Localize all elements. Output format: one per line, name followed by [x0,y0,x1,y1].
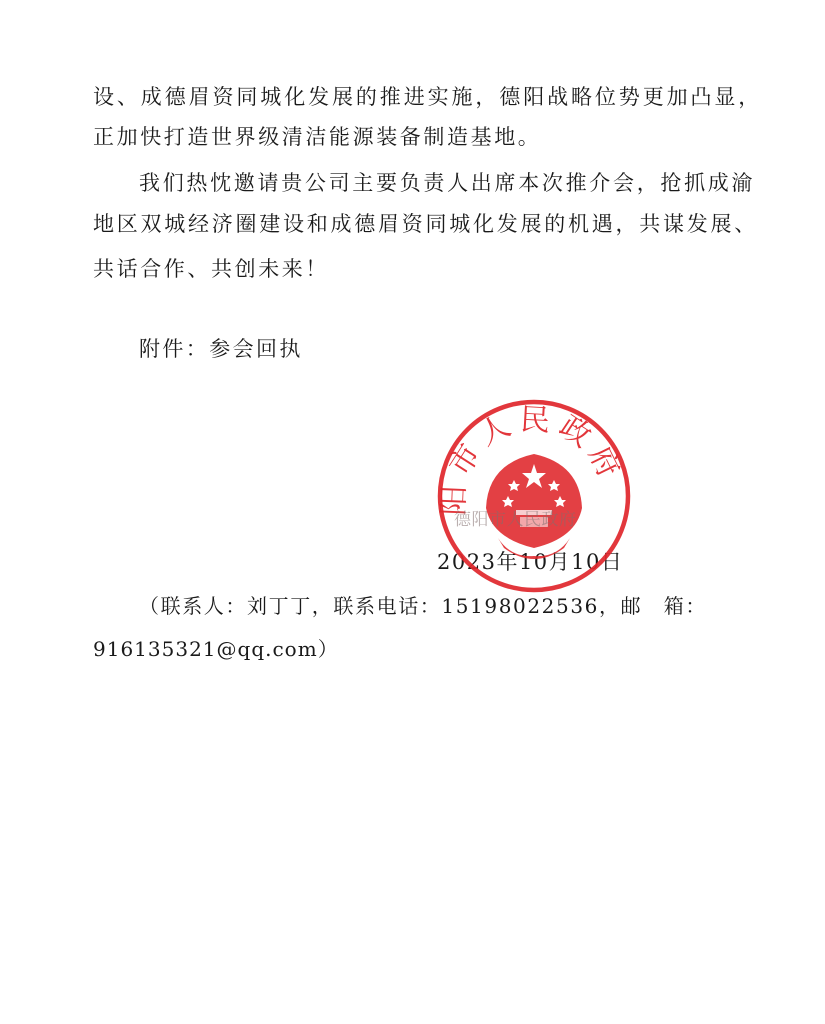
body-paragraph-line: 共话合作、共创未来！ [93,257,329,281]
seal-text: 阳市人民政府 [436,402,630,517]
contact-email-line: 916135321@qq.com） [93,637,339,661]
body-paragraph-line: 我们热忱邀请贵公司主要负责人出席本次推介会，抢抓成渝 [139,171,756,195]
attachment-note: 附件：参会回执 [139,337,303,361]
contact-line: （联系人：刘丁丁，联系电话：15198022536，邮 箱： [139,594,707,618]
body-paragraph-line: 地区双城经济圈建设和成德眉资同城化发展的机遇，共谋发展、 [93,212,758,236]
signature-organization: 德阳市人民政府 [454,510,577,530]
body-paragraph-line: 正加快打造世界级清洁能源装备制造基地。 [93,125,542,149]
body-paragraph-line: 设、成德眉资同城化发展的推进实施，德阳战略位势更加凸显， [93,85,763,109]
official-seal-icon [436,398,632,594]
signature-date: 2023年10月10日 [437,550,624,574]
